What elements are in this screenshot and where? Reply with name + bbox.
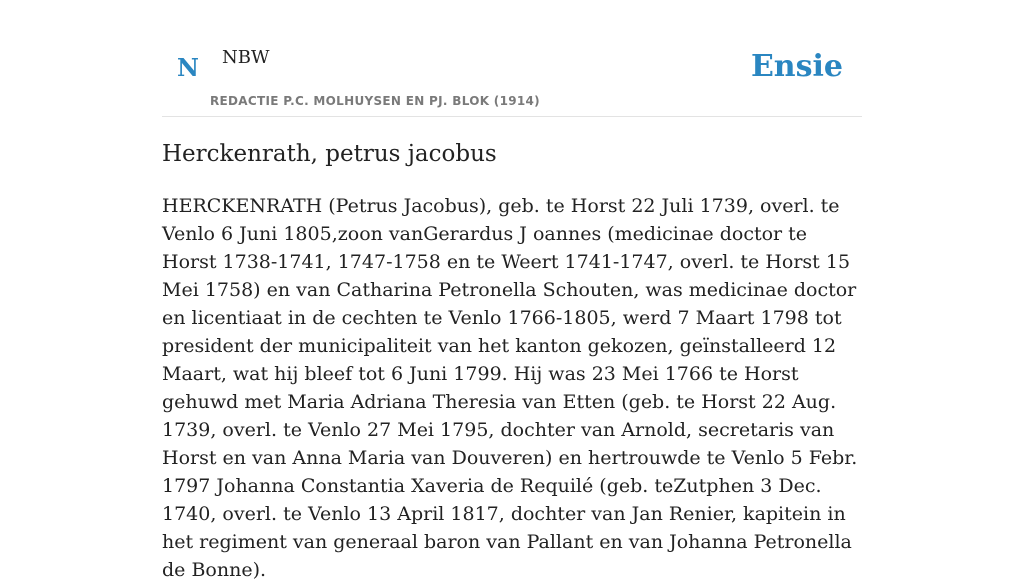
page-container: [162, 0, 862, 581]
article-body: HERCKENRATH (Petrus Jacobus), geb. te Horst 22 Juli 1739, overl. te Venlo 6 Juni 1805,zoon vanGerardus J oannes (medicinae doctor te Horst 1738-1741, 1747-1758 en te Weert 1741-1747, overl. te Horst 15 Mei 1758) en van Catharina Petronella Schouten, was medicinae doctor en licentiaat in de cechten te Venlo 1766-1805, werd 7 Maart 1798 tot president der municipaliteit van het kanton gekozen, geïnstalleerd 12 Maart, wat hij bleef tot 6 Juni 1799. Hij was 23 Mei 1766 te Horst gehuwd met Maria Adriana Theresia van Etten (geb. te Horst 22 Aug. 1739, overl. te Venlo 27 Mei 1795, dochter van Arnold, secretaris van Horst en van Anna Maria van Douveren) en hertrouwde te Venlo 5 Febr. 1797 Johanna Constantia Xaveria de Requilé (geb. teZutphen 3 Dec. 1740, overl. te Venlo 13 April 1817, dochter van Jan Renier, kapitein in het regiment van generaal baron van Pallant en van Johanna Petronella de Bonne).: [162, 195, 858, 581]
ensie-logo-link[interactable]: Ensie: [750, 49, 843, 84]
source-subtitle: REDACTIE P.C. MOLHUYSEN EN PJ. BLOK (1914): [210, 94, 540, 108]
source-title[interactable]: NBW: [222, 47, 270, 68]
source-header: [162, 0, 862, 117]
source-logo[interactable]: N: [177, 53, 199, 82]
article-title: Herckenrath, petrus jacobus: [162, 141, 497, 167]
